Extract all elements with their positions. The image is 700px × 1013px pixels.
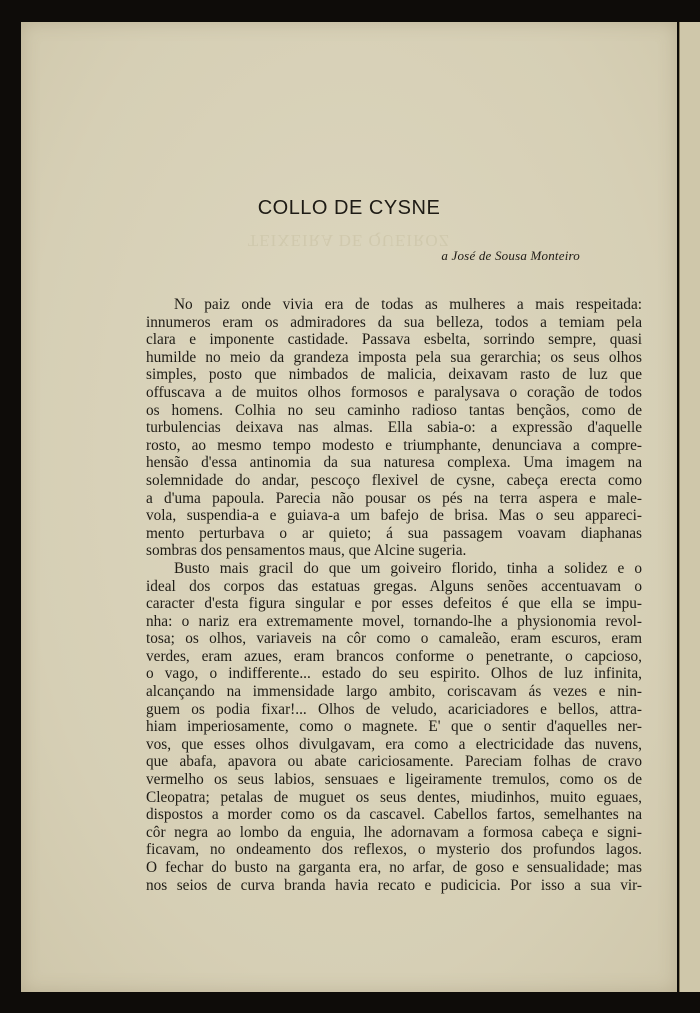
text-line: turbulencias deixava nas almas. Ella sabia-o: a expressão d'aquelle bbox=[146, 419, 642, 437]
text-line: ideal dos corpos das estatuas gregas. Alguns senões accentuavam o bbox=[146, 577, 642, 595]
text-line: a d'uma papoula. Parecia não pousar os pés na terra aspera e male- bbox=[146, 489, 642, 507]
text-line: hensão d'essa antinomia da sua naturesa complexa. Uma imagem na bbox=[146, 454, 642, 472]
text-line: Cleopatra; petalas de muguet os seus dentes, miudinhos, muito eguaes, bbox=[146, 788, 642, 806]
text-line: alcançando na immensidade largo ambito, coriscavam ás vezes e nin- bbox=[146, 683, 642, 701]
dedication: a José de Sousa Monteiro bbox=[441, 248, 580, 263]
text-line: vos, que esses olhos divulgavam, era como a electricidade das nuvens, bbox=[146, 735, 642, 753]
text-line: que abafa, apavora ou abate cariciosamente. Pareciam folhas de cravo bbox=[146, 753, 642, 771]
text-line: O fechar do busto na garganta era, no arfar, de goso e sensualidade; mas bbox=[146, 859, 642, 876]
text-line: o vago, o indifferente... estado do seu espirito. Olhos de luz infinita, bbox=[146, 665, 642, 683]
body-text bbox=[146, 296, 642, 894]
text-line: humilde no meio da grandeza imposta pela sua gerarchia; os seus olhos bbox=[146, 348, 642, 366]
text-line: nos seios de curva branda havia recato e pudicicia. Por isso a sua vir- bbox=[146, 876, 642, 894]
text-line: mento perturbava o ar quieto; á sua passagem voavam diaphanas bbox=[146, 524, 642, 542]
text-line: simples, posto que nimbados de malicia, deixavam rasto de luz que bbox=[146, 366, 642, 384]
text-line: guem os podia fixar!... Olhos de veludo, acariciadores e bellos, attra- bbox=[146, 700, 642, 718]
text-line: solemnidade do andar, pescoço flexivel de cysne, cabeça erecta como bbox=[146, 471, 642, 489]
text-line: ficavam, no ondeamento dos reflexos, o mysterio dos profundos lagos. bbox=[146, 841, 642, 859]
text-line: sombras dos pensamentos maus, que Alcine sugeria. bbox=[146, 542, 467, 560]
text-line: Busto mais gracil do que um goiveiro florido, tinha a solidez e o bbox=[174, 559, 642, 577]
page-title: COLLO DE CYSNE bbox=[257, 197, 441, 219]
text-line: hiam imperiosamente, como o magnete. E' que o sentir d'aquelles ner- bbox=[146, 718, 642, 736]
bleed-through-text: TEIXEIRA DE QUEIROZ bbox=[247, 231, 451, 250]
text-line: No paiz onde vivia era de todas as mulheres a mais respeitada: bbox=[174, 296, 642, 313]
text-line: nha: o nariz era extremamente movel, tornando-lhe a physionomia revol- bbox=[146, 612, 642, 630]
adjacent-page-edge bbox=[679, 22, 700, 992]
book-page bbox=[21, 22, 677, 992]
text-line: verdes, eram azues, eram brancos conforme o penetrante, o capcioso, bbox=[146, 647, 642, 665]
text-line: rosto, ao mesmo tempo modesto e triumphante, denunciava a compre- bbox=[146, 436, 642, 454]
text-line: caracter d'esta figura singular e por esses defeitos é que ella se impu- bbox=[146, 595, 642, 613]
text-line: vola, suspendia-a e guiava-a um bafejo de brisa. Mas o seu appareci- bbox=[146, 507, 642, 525]
text-line: os homens. Colhia no seu caminho radioso tantas bençãos, como de bbox=[146, 401, 642, 419]
text-line: dispostos a morder como os da cascavel. Cabellos fartos, semelhantes na bbox=[146, 806, 642, 824]
text-line: côr negra ao lombo da enguia, lhe adornavam a formosa cabeça e signi- bbox=[146, 823, 642, 841]
text-line: offuscava a de muitos olhos formosos e paralysava o coração de todos bbox=[146, 383, 642, 401]
text-line: innumeros eram os admiradores da sua belleza, todos a temiam pela bbox=[146, 313, 642, 331]
text-line: tosa; os olhos, variaveis na côr como o camaleão, eram escuros, eram bbox=[146, 630, 642, 648]
text-line: clara e imponente castidade. Passava esbelta, sorrindo sempre, quasi bbox=[146, 331, 642, 349]
text-line: vermelho os seus labios, sensuaes e ligeiramente tremulos, como os de bbox=[146, 771, 642, 789]
